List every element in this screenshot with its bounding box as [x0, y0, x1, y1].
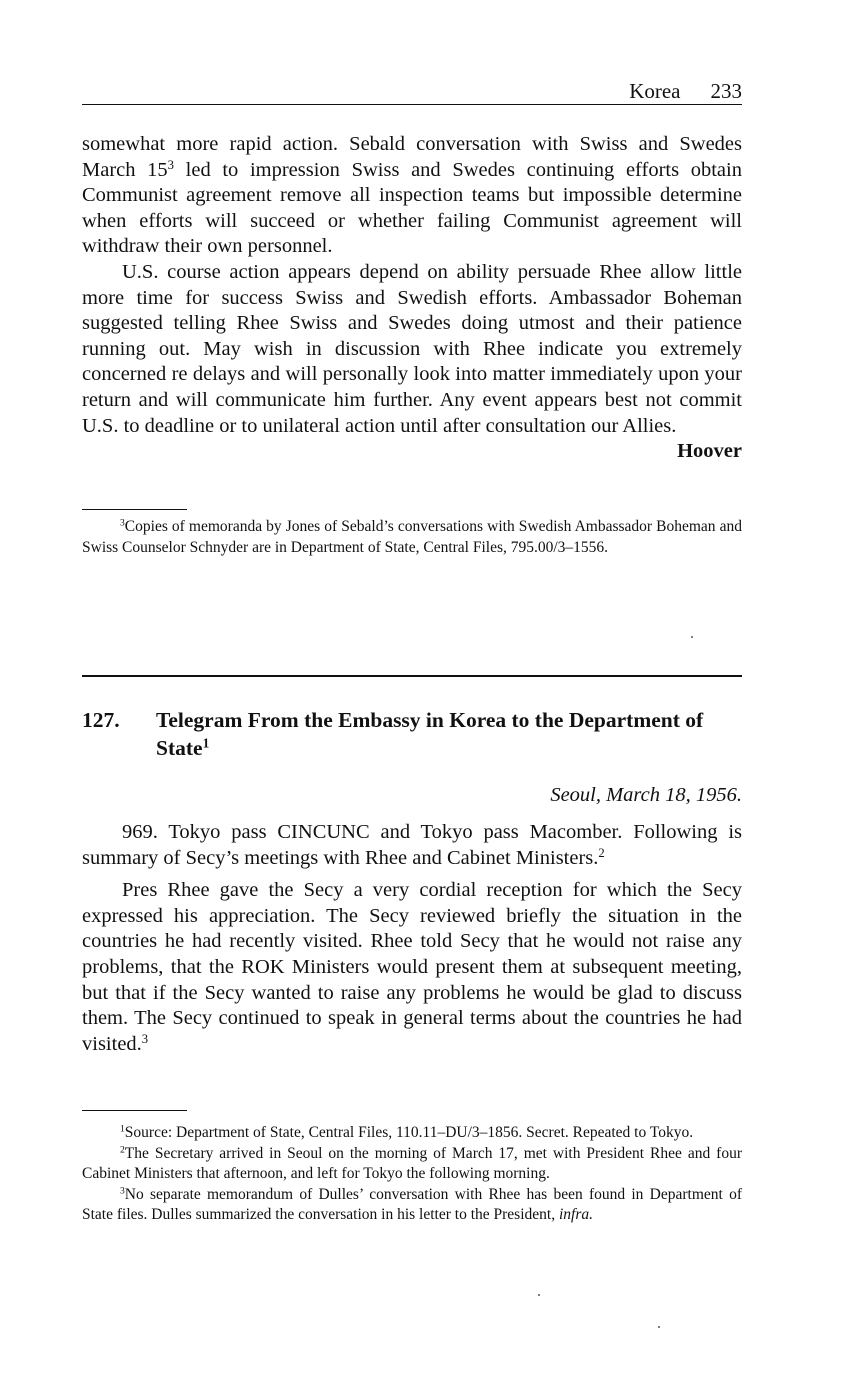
footnote: $^2$The Secretary arrived in Seoul on the morning of March 17, met with President Rhee and four Cabinet Ministers that afternoon, and left for Tokyo the following morning. [82, 1144, 742, 1182]
footnotes-block [82, 1110, 742, 1226]
paragraph: somewhat more rapid action. Sebald conversation with Swiss and Swedes March $15^3$ led to impression Swiss and Swedes continuing efforts obtain Communist agreement remove all inspection teams but impossible determine when efforts will succeed or whether failing Communist agreement will withdraw their own personnel. [82, 133, 742, 258]
paragraph: U.S. course action appears depend on ability persuade Rhee allow little more time for success Swiss and Swedish efforts. Ambassador Boheman suggested telling Rhee Swiss and Swedes doing utmost and their patience running out. May wish in discussion with Rhee indicate you extremely concerned re delays and will personally look into matter immediately upon your return and will communicate him further. Any event appears best not commit U.S. to deadline or to unilateral action until after consultation our Allies. [82, 260, 742, 437]
footnote-ref: 2 [598, 845, 605, 860]
telegram-text [82, 820, 742, 1057]
print-speck [691, 636, 693, 638]
document-title: Telegram From the Embassy in Korea to the Department of State$^1$ [156, 708, 704, 760]
running-head-title: Korea [629, 79, 681, 103]
footnote-rule [82, 509, 187, 510]
signature: Hoover [677, 440, 742, 463]
footnote-ref: 3 [141, 1031, 149, 1046]
footnote: $^3$No separate memorandum of Dulles’ conversation with Rhee has been found in Department of State files. Dulles summarized the conversation in his letter to the President, infra. [82, 1185, 742, 1223]
paragraph: Pres Rhee gave the Secy a very cordial reception for which the Secy expressed his appreciation. The Secy reviewed briefly the situation in the countries he had recently visited. Rhee told Secy that he would not raise any problems, that the ROK Ministers would present them at subsequent meeting, but that if the Secy wanted to raise any problems he would be glad to discuss them. The Secy continued to speak in general terms about the countries he had visited.$^3$ [82, 879, 742, 1055]
footnote-rule [82, 1110, 187, 1111]
dateline: Seoul, March 18, 1956. [550, 784, 742, 806]
document-number: 127. [82, 708, 120, 732]
footnote-ref: 3 [167, 157, 175, 172]
section-divider [82, 675, 742, 677]
continued-telegram-text [82, 132, 742, 465]
footnote: $^1$Source: Department of State, Central Files, 110.11–DU/3–1856. Secret. Repeated to Tokyo. [120, 1123, 694, 1141]
running-head [82, 78, 742, 105]
page-number: 233 [710, 79, 742, 103]
footnotes-block [82, 509, 742, 558]
print-speck [538, 1294, 540, 1296]
footnote-ref: 1 [202, 735, 210, 751]
document-heading [82, 706, 742, 762]
print-speck [658, 1326, 660, 1328]
paragraph: 969. Tokyo pass CINCUNC and Tokyo pass Macomber. Following is summary of Secy’s meetings with Rhee and Cabinet Ministers.$^2$ [82, 821, 742, 869]
footnote: $^3$Copies of memoranda by Jones of Sebald’s conversations with Swedish Ambassador Boheman and Swiss Counselor Schnyder are in Department of State, Central Files, 795.00/3–1556. [82, 517, 742, 556]
